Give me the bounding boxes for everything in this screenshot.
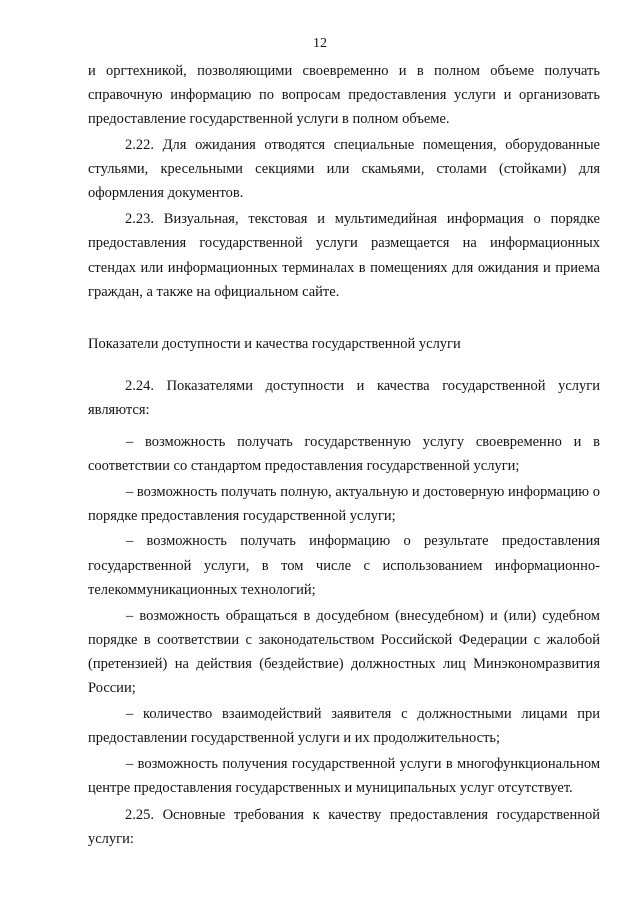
paragraph-2-24: 2.24. Показателями доступности и качества государственной услуги являются: — [88, 378, 600, 419]
list-item: – возможность получать полную, актуальную и достоверную информацию о порядке предоставления государственной услуги; — [88, 483, 600, 524]
paragraph-2-23: 2.23. Визуальная, текстовая и мультимедийная информация о порядке предоставления государственной услуги размещается на информационных стендах или информационных терминалах в помещениях для ожидания и приема граждан, а также на официальном сайте. — [88, 211, 600, 300]
list-item: – количество взаимодействий заявителя с должностными лицами при предоставлении государственной услуги и их продолжительность; — [88, 705, 600, 747]
page-number: 12 — [313, 36, 327, 51]
paragraph-2-25: 2.25. Основные требования к качеству предоставления государственной услуги: — [88, 807, 600, 848]
list-item: – возможность получения государственной услуги в многофункциональном центре предоставления государственных и муниципальных услуг отсутствует. — [88, 755, 600, 796]
list-item: – возможность получать государственную услугу своевременно и в соответствии со стандартом предоставления государственной услуги; — [88, 433, 600, 474]
list-item: – возможность получать информацию о результате предоставления государственной услуги, в том числе с использованием информационно-телекоммуникационных технологий; — [88, 533, 600, 598]
intro-paragraph: и оргтехникой, позволяющими своевременно и в полном объеме получать справочную информацию по вопросам предоставления услуги и организовать предоставление государственной услуги в полном объеме. — [88, 63, 600, 128]
paragraph-2-22: 2.22. Для ожидания отводятся специальные помещения, оборудованные стульями, кресельными секциями или скамьями, столами (стойками) для оформления документов. — [88, 136, 600, 202]
list-item: – возможность обращаться в досудебном (внесудебном) и (или) судебном порядке в соответствии с законодательством Российской Федерации с жалобой (претензией) на действия (бездействие) должностных лиц Минэкономразвития России; — [88, 607, 600, 697]
document-body — [88, 59, 600, 852]
section-heading: Показатели доступности и качества государственной услуги — [88, 336, 461, 353]
